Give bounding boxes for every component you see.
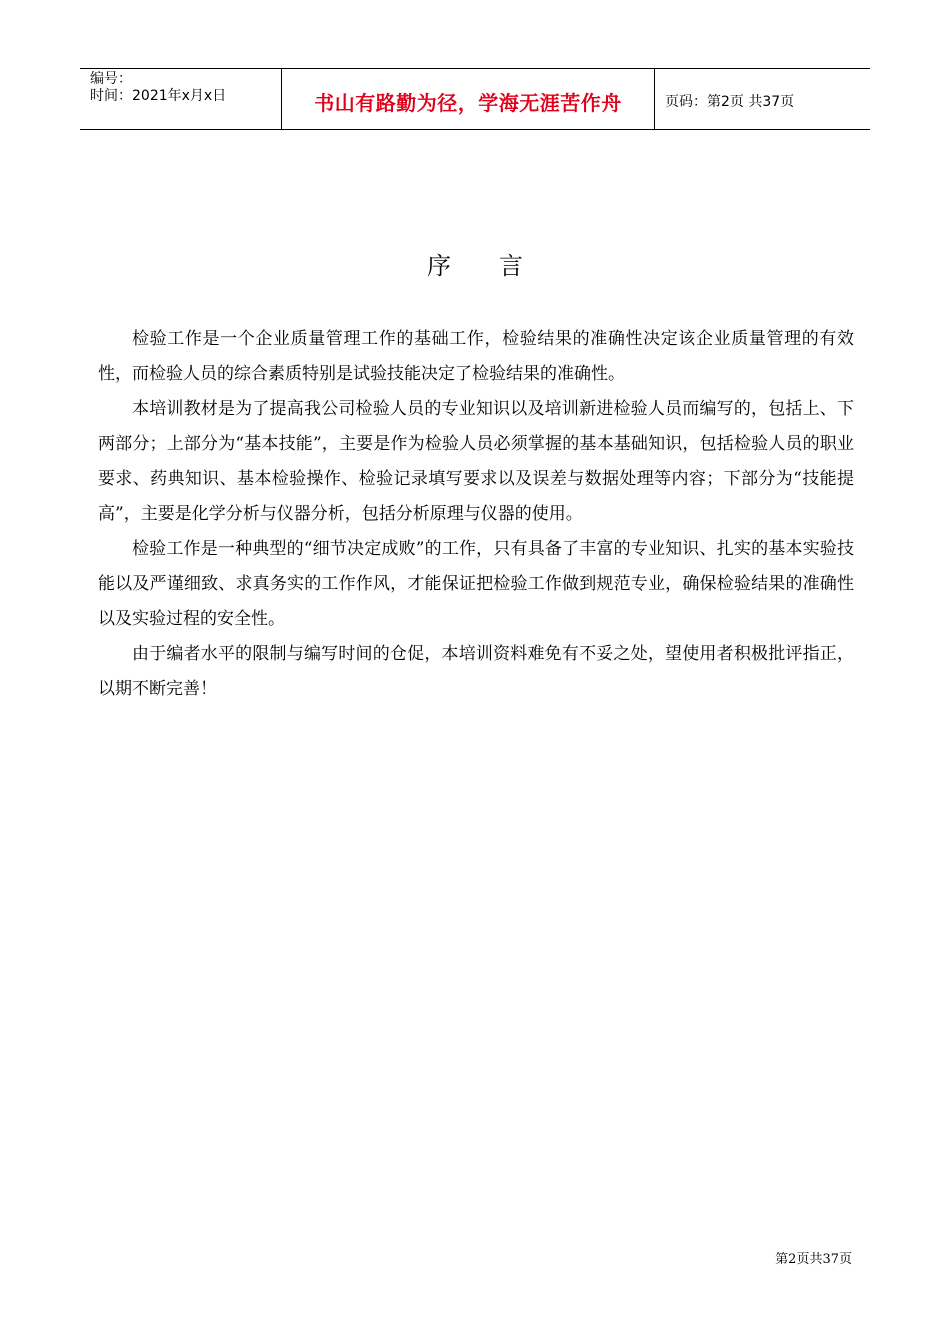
header-motto: 书山有路勤为径，学海无涯苦作舟: [282, 69, 655, 129]
paragraph-4: 由于编者水平的限制与编写时间的仓促，本培训资料难免有不妥之处，望使用者积极批评指正，以期不断完善！: [98, 644, 854, 699]
page-footer: 第2页共37页: [775, 1252, 852, 1267]
paragraph-2: 本培训教材是为了提高我公司检验人员的专业知识以及培训新进检验人员而编写的，包括上、下两部分；上部分为“基本技能”，主要是作为检验人员必须掌握的基本基础知识，包括检验人员的职业要求、药典知识、基本检验操作、检验记录填写要求以及误差与数据处理等内容；下部分为“技能提高”，主要是化学分析与仪器分析，包括分析原理与仪器的使用。: [98, 399, 854, 524]
header-meta: [80, 69, 282, 129]
paragraph-3: 检验工作是一种典型的“细节决定成败”的工作，只有具备了丰富的专业知识、扎实的基本实验技能以及严谨细致、求真务实的工作作风，才能保证把检验工作做到规范专业，确保检验结果的准确性以及实验过程的安全性。: [98, 539, 854, 629]
document-title: 序言: [427, 252, 571, 280]
paragraph-1: 检验工作是一个企业质量管理工作的基础工作，检验结果的准确性决定该企业质量管理的有效性，而检验人员的综合素质特别是试验技能决定了检验结果的准确性。: [98, 329, 854, 384]
page-header: [80, 68, 870, 130]
number-label: 编号：: [90, 71, 132, 87]
document-body: [98, 322, 854, 707]
header-page-info: 页码：第2页 共37页: [665, 94, 795, 110]
time-label: 时间：2021年x月x日: [90, 88, 227, 104]
